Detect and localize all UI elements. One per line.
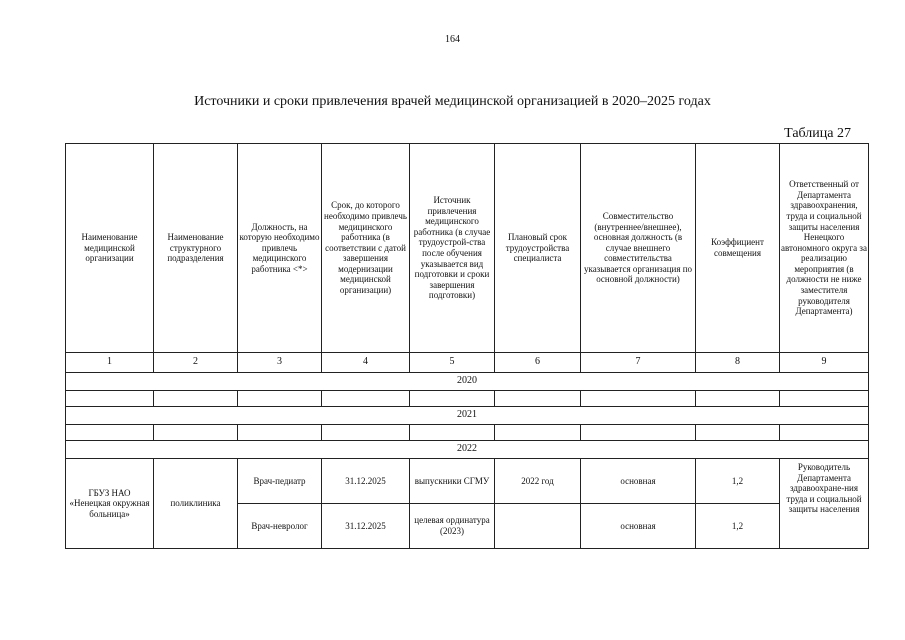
table-label: Таблица 27 xyxy=(784,126,851,141)
combination-cell: основная xyxy=(581,504,696,549)
column-number: 3 xyxy=(238,353,322,373)
table-cell xyxy=(696,425,780,441)
header-row xyxy=(66,144,869,353)
table-cell xyxy=(238,425,322,441)
column-number: 2 xyxy=(154,353,238,373)
year-row xyxy=(66,441,869,459)
year-label: 2020 xyxy=(66,373,869,391)
table-cell xyxy=(581,391,696,407)
header-cell: Совместительство (внутреннее/внешнее), основная должность (в случае внешнего совместительства указывается организация по основной должности) xyxy=(581,144,696,353)
year-row xyxy=(66,407,869,425)
table-cell xyxy=(696,391,780,407)
table-cell xyxy=(410,425,495,441)
header-cell: Коэффициент совмещения xyxy=(696,144,780,353)
division-cell: поликлиника xyxy=(154,459,238,549)
column-number: 4 xyxy=(322,353,410,373)
header-cell: Ответственный от Департамента здравоохранения, труда и социальной защиты населения Ненецкого автономного округа за реализацию мероприятия (в должности не ниже заместителя руководителя Департамента) xyxy=(780,144,869,353)
document-title: Источники и сроки привлечения врачей медицинской организацией в 2020–2025 годах xyxy=(194,94,711,109)
header-cell: Должность, на которую необходимо привлечь медицинского работника <*> xyxy=(238,144,322,353)
table-cell xyxy=(410,391,495,407)
table-cell xyxy=(780,425,869,441)
combination-cell: основная xyxy=(581,459,696,504)
header-cell: Плановый срок трудоустройства специалиста xyxy=(495,144,581,353)
responsible-cell: Руководитель Департамента здравоохране-ния труда и социальной защиты населения xyxy=(780,459,869,549)
deadline-cell: 31.12.2025 xyxy=(322,504,410,549)
table-cell xyxy=(495,391,581,407)
header-cell: Срок, до которого необходимо привлечь медицинского работника (в соответствии с датой завершения модернизации медицинской организации) xyxy=(322,144,410,353)
table-cell xyxy=(154,425,238,441)
deadline-cell: 31.12.2025 xyxy=(322,459,410,504)
table-cell xyxy=(154,391,238,407)
table-cell xyxy=(238,391,322,407)
table-row xyxy=(66,459,869,504)
planned-term-cell xyxy=(495,504,581,549)
table-cell xyxy=(581,425,696,441)
year-label: 2022 xyxy=(66,441,869,459)
table-cell xyxy=(495,425,581,441)
column-number: 1 xyxy=(66,353,154,373)
year-row xyxy=(66,373,869,391)
year-label: 2021 xyxy=(66,407,869,425)
org-name-cell: ГБУЗ НАО «Ненецкая окружная больница» xyxy=(66,459,154,549)
source-cell: целевая ординатура (2023) xyxy=(410,504,495,549)
source-cell: выпускники СГМУ xyxy=(410,459,495,504)
column-number: 9 xyxy=(780,353,869,373)
empty-row xyxy=(66,425,869,441)
column-number: 7 xyxy=(581,353,696,373)
header-cell: Наименование медицинской организации xyxy=(66,144,154,353)
position-cell: Врач-невролог xyxy=(238,504,322,549)
coefficient-cell: 1,2 xyxy=(696,459,780,504)
table-cell xyxy=(66,391,154,407)
empty-row xyxy=(66,391,869,407)
staffing-table xyxy=(65,143,869,549)
page-number: 164 xyxy=(445,34,460,45)
table-cell xyxy=(66,425,154,441)
header-cell: Источник привлечения медицинского работника (в случае трудоустрой-ства после обучения указывается вид подготовки и сроки завершения подготовки) xyxy=(410,144,495,353)
header-cell: Наименование структурного подразделения xyxy=(154,144,238,353)
column-number: 6 xyxy=(495,353,581,373)
table-cell xyxy=(322,425,410,441)
planned-term-cell: 2022 год xyxy=(495,459,581,504)
column-number: 5 xyxy=(410,353,495,373)
column-number-row xyxy=(66,353,869,373)
table-cell xyxy=(780,391,869,407)
column-number: 8 xyxy=(696,353,780,373)
coefficient-cell: 1,2 xyxy=(696,504,780,549)
table-cell xyxy=(322,391,410,407)
position-cell: Врач-педиатр xyxy=(238,459,322,504)
